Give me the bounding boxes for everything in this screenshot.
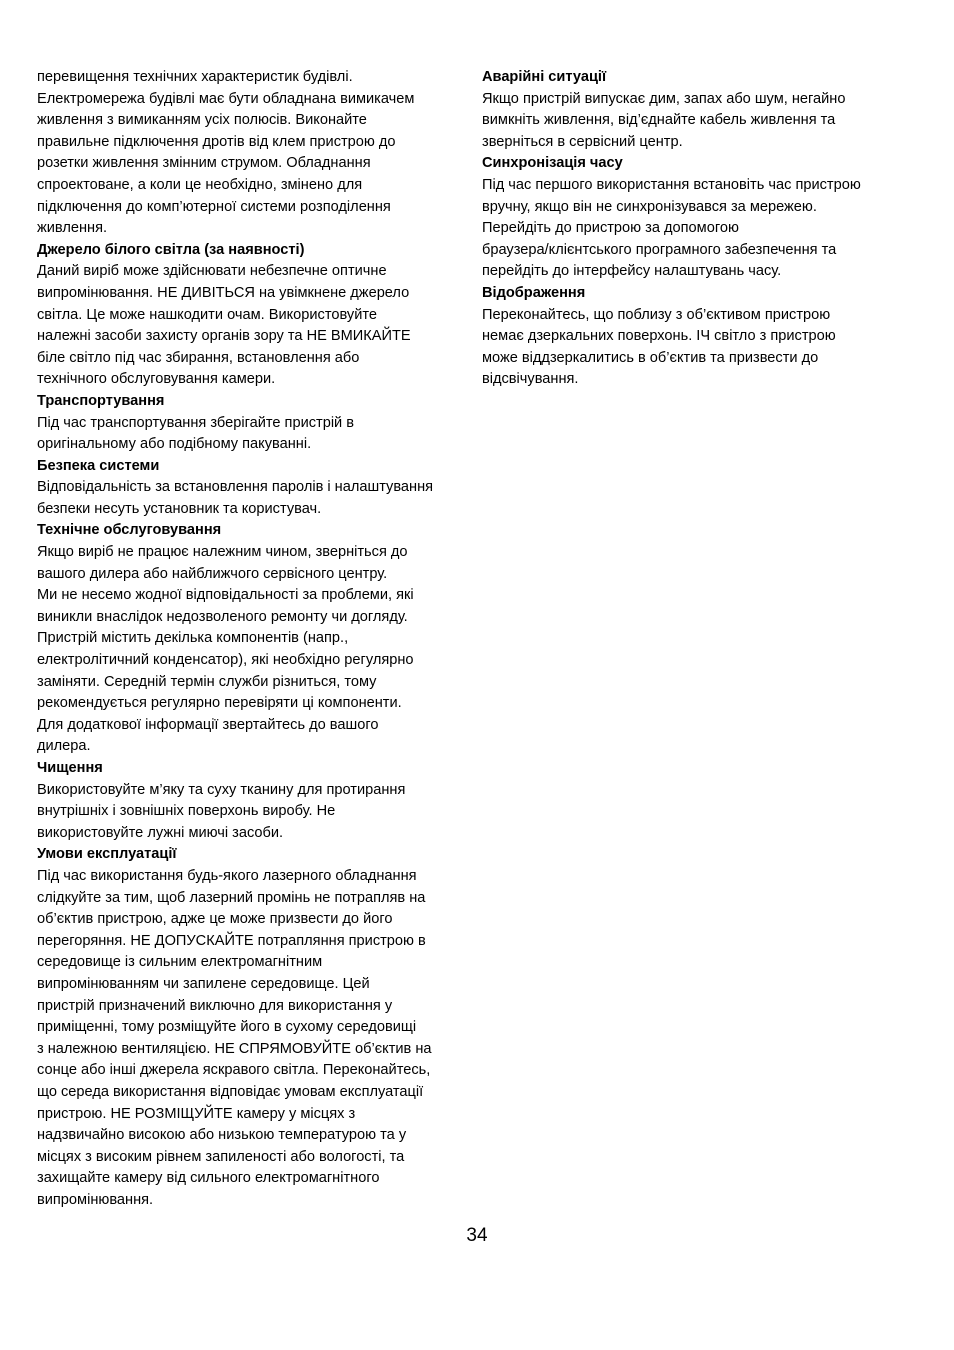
text-line: внутрішніх і зовнішніх поверхонь виробу. Не bbox=[37, 803, 336, 820]
paragraph bbox=[37, 780, 471, 845]
paragraph bbox=[482, 175, 912, 283]
text-line: Відповідальність за встановлення паролів і налаштування bbox=[37, 479, 434, 496]
text-line: пристрій призначений виключно для використання у bbox=[37, 997, 393, 1014]
text-line: електролітичний конденсатор), які необхідно регулярно bbox=[37, 652, 414, 669]
section-heading bbox=[37, 520, 471, 542]
text-line: належні засоби захисту органів зору та НЕ ВМИКАЙТЕ bbox=[37, 328, 411, 345]
heading-text: Чищення bbox=[37, 760, 103, 776]
heading-text: Відображення bbox=[482, 284, 586, 301]
text-line: Перейдіть до пристрою за допомогою bbox=[482, 220, 739, 237]
text-line: перевищення технічних характеристик будівлі. bbox=[37, 69, 353, 85]
paragraph bbox=[37, 866, 471, 1212]
text-line: з належною вентиляцією. НЕ СПРЯМОВУЙТЕ об’єктив на bbox=[37, 1040, 432, 1057]
text-line: живлення з вимиканням усіх полюсів. Виконайте bbox=[37, 112, 367, 129]
text-line: може віддзеркалитись в об’єктив та призвести до bbox=[482, 349, 819, 366]
text-line: вашого дилера або найближчого сервісного центру. bbox=[37, 565, 388, 582]
text-line: спроектоване, а коли це необхідно, змінено для bbox=[37, 176, 363, 193]
text-line: пристрою. НЕ РОЗМІЩУЙТЕ камеру у місцях з bbox=[37, 1105, 356, 1122]
text-line: вимкніть живлення, від’єднайте кабель живлення та bbox=[482, 112, 836, 129]
text-line: перейдіть до інтерфейсу налаштувань часу. bbox=[482, 263, 782, 280]
text-line: Даний виріб може здійснювати небезпечне оптичне bbox=[37, 263, 387, 280]
text-line: технічного обслуговування камери. bbox=[37, 371, 276, 388]
text-line: надзвичайно високою або низькою температурою та у bbox=[37, 1127, 407, 1144]
heading-text: Синхронізація часу bbox=[482, 155, 623, 172]
text-line: випромінювання. НЕ ДИВІТЬСЯ на увімкнене джерело bbox=[37, 284, 410, 301]
text-line: правильне підключення дротів від клем пристрою до bbox=[37, 133, 396, 150]
text-line: місцях з високим рівнем запиленості або вологості, та bbox=[37, 1148, 405, 1165]
paragraph bbox=[482, 305, 912, 391]
text-line: захищайте камеру від сильного електромагнітного bbox=[37, 1170, 380, 1187]
text-line: Для додаткової інформації звертайтесь до вашого bbox=[37, 716, 379, 733]
text-line: зверніться в сервісний центр. bbox=[482, 133, 683, 150]
text-line: Якщо виріб не працює належним чином, зверніться до bbox=[37, 544, 408, 561]
heading-text: Джерело білого світла (за наявності) bbox=[37, 241, 305, 258]
heading-text: Безпека системи bbox=[37, 457, 160, 474]
text-line: Якщо пристрій випускає дим, запах або шум, негайно bbox=[482, 90, 846, 107]
text-line: підключення до комп’ютерної системи розподілення bbox=[37, 198, 391, 215]
section-heading bbox=[482, 283, 912, 305]
text-line: відсвічування. bbox=[482, 371, 579, 388]
text-line: Пристрій містить декілька компонентів (напр., bbox=[37, 630, 349, 647]
text-line: Електромережа будівлі має бути обладнана вимикачем bbox=[37, 90, 415, 107]
text-line: Під час першого використання встановіть час пристрою bbox=[482, 176, 861, 193]
text-line: Використовуйте м’яку та суху тканину для протирання bbox=[37, 781, 406, 798]
section-heading bbox=[37, 456, 471, 478]
section-heading bbox=[37, 758, 471, 780]
text-line: приміщенні, тому розміщуйте його в сухому середовищі bbox=[37, 1019, 417, 1036]
text-line: безпеки несуть установник та користувач. bbox=[37, 500, 322, 517]
text-line: перегоряння. НЕ ДОПУСКАЙТЕ потрапляння пристрою в bbox=[37, 932, 426, 949]
section-heading bbox=[37, 240, 471, 262]
paragraph bbox=[37, 261, 471, 391]
text-line: немає дзеркальних поверхонь. ІЧ світло з пристрою bbox=[482, 328, 836, 345]
paragraph bbox=[37, 413, 471, 456]
section-heading bbox=[37, 391, 471, 413]
section-heading bbox=[482, 153, 912, 175]
section-heading bbox=[482, 67, 912, 89]
text-line: що середа використання відповідає умовам експлуатації bbox=[37, 1083, 424, 1100]
text-line: використовуйте лужні миючі засоби. bbox=[37, 824, 284, 841]
section-heading bbox=[37, 844, 471, 866]
text-line: слідкуйте за тим, щоб лазерний промінь не потрапляв на bbox=[37, 889, 426, 906]
heading-text: Технічне обслуговування bbox=[37, 522, 222, 539]
text-line: Ми не несемо жодної відповідальності за проблеми, які bbox=[37, 587, 414, 604]
right-column bbox=[482, 67, 912, 391]
text-line: сонце або інші джерела яскравого світла. Переконайтесь, bbox=[37, 1062, 431, 1079]
text-line: вручну, якщо він не синхронізувався за мережею. bbox=[482, 198, 817, 215]
text-line: розетки живлення змінним струмом. Обладнання bbox=[37, 155, 371, 172]
text-line: випромінювання. bbox=[37, 1191, 154, 1208]
heading-text: Аварійні ситуації bbox=[482, 69, 607, 85]
text-line: живлення. bbox=[37, 220, 108, 237]
text-line: світла. Це може нашкодити очам. Використовуйте bbox=[37, 306, 377, 323]
page-number: 34 bbox=[466, 1225, 488, 1246]
text-line: рекомендується регулярно перевіряти ці компоненти. bbox=[37, 695, 402, 712]
heading-text: Умови експлуатації bbox=[37, 846, 177, 863]
text-line: Під час використання будь-якого лазерного обладнання bbox=[37, 867, 417, 884]
text-line: оригінальному або подібному пакуванні. bbox=[37, 436, 312, 453]
text-line: браузера/клієнтського програмного забезпечення та bbox=[482, 241, 837, 258]
text-line: об’єктив пристрою, адже це може призвести до його bbox=[37, 911, 393, 928]
text-line: виникли внаслідок недозволеного ремонту чи догляду. bbox=[37, 608, 408, 625]
paragraph bbox=[37, 542, 471, 758]
paragraph bbox=[482, 89, 912, 154]
paragraph bbox=[37, 477, 471, 520]
left-column bbox=[37, 67, 471, 1211]
text-line: середовище із сильним електромагнітним bbox=[37, 954, 323, 971]
heading-text: Транспортування bbox=[37, 392, 165, 409]
text-line: біле світло під час збирання, встановлення або bbox=[37, 349, 360, 366]
text-line: Під час транспортування зберігайте пристрій в bbox=[37, 414, 355, 431]
paragraph bbox=[37, 67, 471, 240]
text-line: заміняти. Середній термін служби різниться, тому bbox=[37, 673, 377, 690]
text-line: Переконайтесь, що поблизу з об’єктивом пристрою bbox=[482, 306, 831, 323]
text-line: дилера. bbox=[37, 738, 91, 755]
text-line: випромінюванням чи запилене середовище. Цей bbox=[37, 975, 370, 992]
